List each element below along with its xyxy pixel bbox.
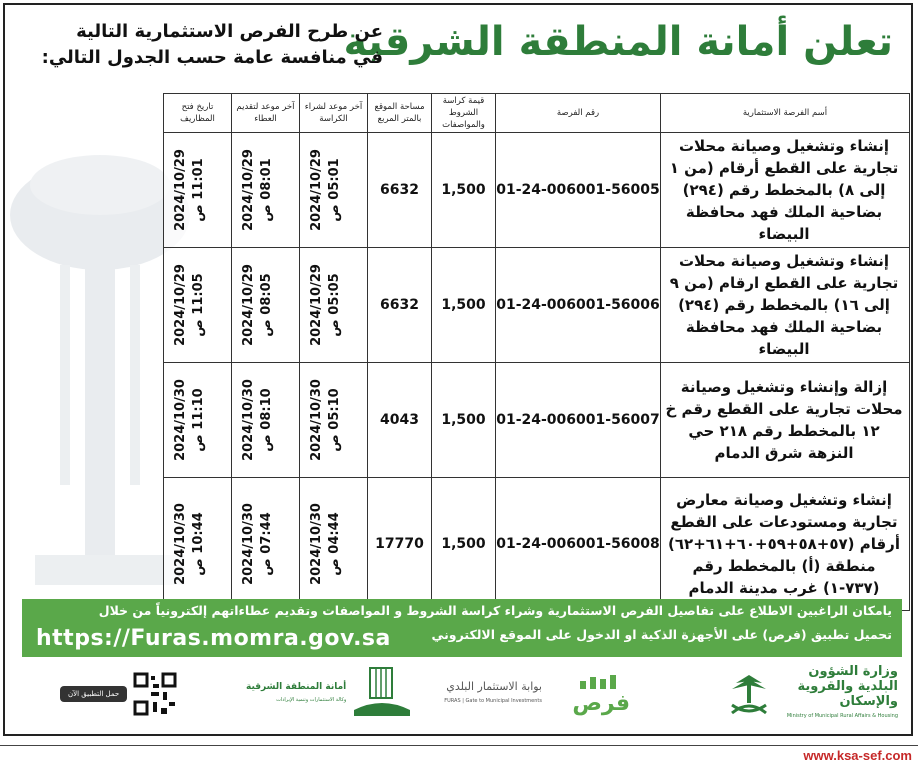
submit-time: 08:10 ص [259, 388, 275, 452]
banner-line-2: تحميل تطبيق (فرص) على الأجهزة الذكية او الدخول على الموقع الالكتروني [431, 627, 892, 642]
column-header-number: رقم الفرصة [496, 94, 661, 133]
subtitle-line-2: في منافسة عامة حسب الجدول التالي: [41, 47, 383, 68]
furas-bars-icon [576, 675, 626, 689]
column-header-area: مساحة الموقع بالمتر المربع [368, 94, 432, 133]
furas-name: فرص [572, 690, 630, 716]
purchase-time: 05:10 ص [327, 388, 343, 452]
booklet-price: 1,500 [432, 248, 496, 363]
submit-date: 2024/10/30 [241, 379, 257, 461]
amanah-sub: وكالة الاستثمارات وتنمية الإيرادات [276, 697, 347, 703]
purchase-date: 2024/10/29 [309, 149, 325, 231]
column-header-purchase: آخر موعد لشراء الكراسة [300, 94, 368, 133]
purchase-deadline [300, 363, 368, 478]
purchase-date: 2024/10/30 [309, 379, 325, 461]
info-banner [22, 599, 902, 657]
table-row [164, 363, 910, 478]
booklet-price: 1,500 [432, 363, 496, 478]
ministry-name-en: Ministry of Municipal Rural Affairs & Housing [786, 713, 898, 719]
purchase-time: 04:44 ص [327, 512, 343, 576]
purchase-time: 05:05 ص [327, 273, 343, 337]
ministry-name: وزارة الشؤون البلدية والقروية والإسكان [797, 664, 898, 709]
subtitle-line-1: عن طرح الفرص الاستثمارية التالية [76, 21, 383, 42]
amanah-logo [246, 665, 412, 723]
table-row [164, 478, 910, 611]
website-link[interactable]: https://Furas.momra.gov.sa [36, 626, 391, 651]
logos-strip [22, 661, 902, 729]
furas-logo [572, 665, 630, 723]
app-download-block [46, 665, 177, 723]
announcement-card [3, 3, 913, 736]
site-area: 6632 [368, 133, 432, 248]
site-area: 17770 [368, 478, 432, 611]
opportunity-number: 01-24-006001-56007 [496, 363, 661, 478]
opportunity-name: إزالة وإنشاء وتشغيل وصيانة محلات تجارية على القطع رقم خ ١٢ بالمخطط رقم ٢١٨ حي النزهة شرق الدمام [661, 363, 910, 478]
open-date: 2024/10/29 [173, 264, 189, 346]
table-row [164, 133, 910, 248]
qr-code-icon[interactable] [133, 672, 177, 716]
submit-time: 08:01 ص [259, 158, 275, 222]
amanah-name: أمانة المنطقة الشرقية [246, 682, 347, 692]
opportunity-number: 01-24-006001-56005 [496, 133, 661, 248]
purchase-date: 2024/10/30 [309, 503, 325, 585]
banner-line-1: يامكان الراغبين الاطلاع على تفاصيل الفرص الاستثمارية وشراء كراسة الشروط و المواصفات وتقديم عطاءاتهم إلكترونياً من خلال [98, 603, 892, 618]
footer-divider [0, 745, 918, 746]
page-subtitle [23, 19, 383, 71]
opportunities-table [163, 93, 910, 611]
purchase-time: 05:01 ص [327, 158, 343, 222]
purchase-deadline [300, 248, 368, 363]
purchase-deadline [300, 478, 368, 611]
download-app-button[interactable]: حمل التطبيق الآن [60, 686, 127, 702]
opportunity-number: 01-24-006001-56006 [496, 248, 661, 363]
booklet-price: 1,500 [432, 133, 496, 248]
page-title: تعلن أمانة المنطقة الشرقية [343, 19, 893, 65]
open-date: 2024/10/30 [173, 379, 189, 461]
purchase-deadline [300, 133, 368, 248]
site-area: 6632 [368, 248, 432, 363]
table-row [164, 248, 910, 363]
column-header-open: تاريخ فتح المظاريف [164, 94, 232, 133]
column-header-submit: آخر موعد لتقديم العطاء [232, 94, 300, 133]
booklet-price: 1,500 [432, 478, 496, 611]
portal-name-en: FURAS | Gate to Municipal Investments [444, 698, 542, 704]
purchase-date: 2024/10/29 [309, 264, 325, 346]
open-date: 2024/10/29 [173, 149, 189, 231]
open-time: 11:01 ص [191, 158, 207, 222]
submit-time: 07:44 ص [259, 512, 275, 576]
opportunity-name: إنشاء وتشغيل وصيانة محلات تجارية على القطع أرقام (من ١ إلى ٨) بالمخطط رقم (٢٩٤) بضاحية الملك فهد محافظة البيضاء [661, 133, 910, 248]
source-watermark: www.ksa-sef.com [803, 748, 912, 763]
portal-name: بوابة الاستثمار البلدي [446, 680, 542, 693]
amanah-emblem-icon [352, 666, 412, 722]
submit-date: 2024/10/29 [241, 264, 257, 346]
portal-logo [444, 665, 542, 723]
column-header-name: أسم الفرصة الاستثمارية [661, 94, 910, 133]
open-time: 10:44 ص [191, 512, 207, 576]
opportunity-number: 01-24-006001-56008 [496, 478, 661, 611]
opportunity-name: إنشاء وتشغيل وصيانة محلات تجارية على القطع ارقام (من ٩ إلى ١٦) بالمخطط رقم (٢٩٤) بضاحية الملك فهد محافظة البيضاء [661, 248, 910, 363]
column-header-price: قيمة كراسة الشروط والمواصفات [432, 94, 496, 133]
open-time: 11:05 ص [191, 273, 207, 337]
submit-date: 2024/10/29 [241, 149, 257, 231]
palm-swords-emblem-icon [726, 669, 772, 719]
table-header-row [164, 94, 910, 133]
site-area: 4043 [368, 363, 432, 478]
open-date: 2024/10/30 [173, 503, 189, 585]
open-time: 11:10 ص [191, 388, 207, 452]
submit-date: 2024/10/30 [241, 503, 257, 585]
ministry-logo [726, 665, 898, 723]
opportunity-name: إنشاء وتشغيل وصيانة معارض تجارية ومستودعات على القطع أرقام (٥٧+٥٨+٥٩+٦٠+٦١+٦٢) منطقة (أ) بالمخطط رقم (٧٣٧-١) غرب مدينة الدمام [661, 478, 910, 611]
submit-time: 08:05 ص [259, 273, 275, 337]
